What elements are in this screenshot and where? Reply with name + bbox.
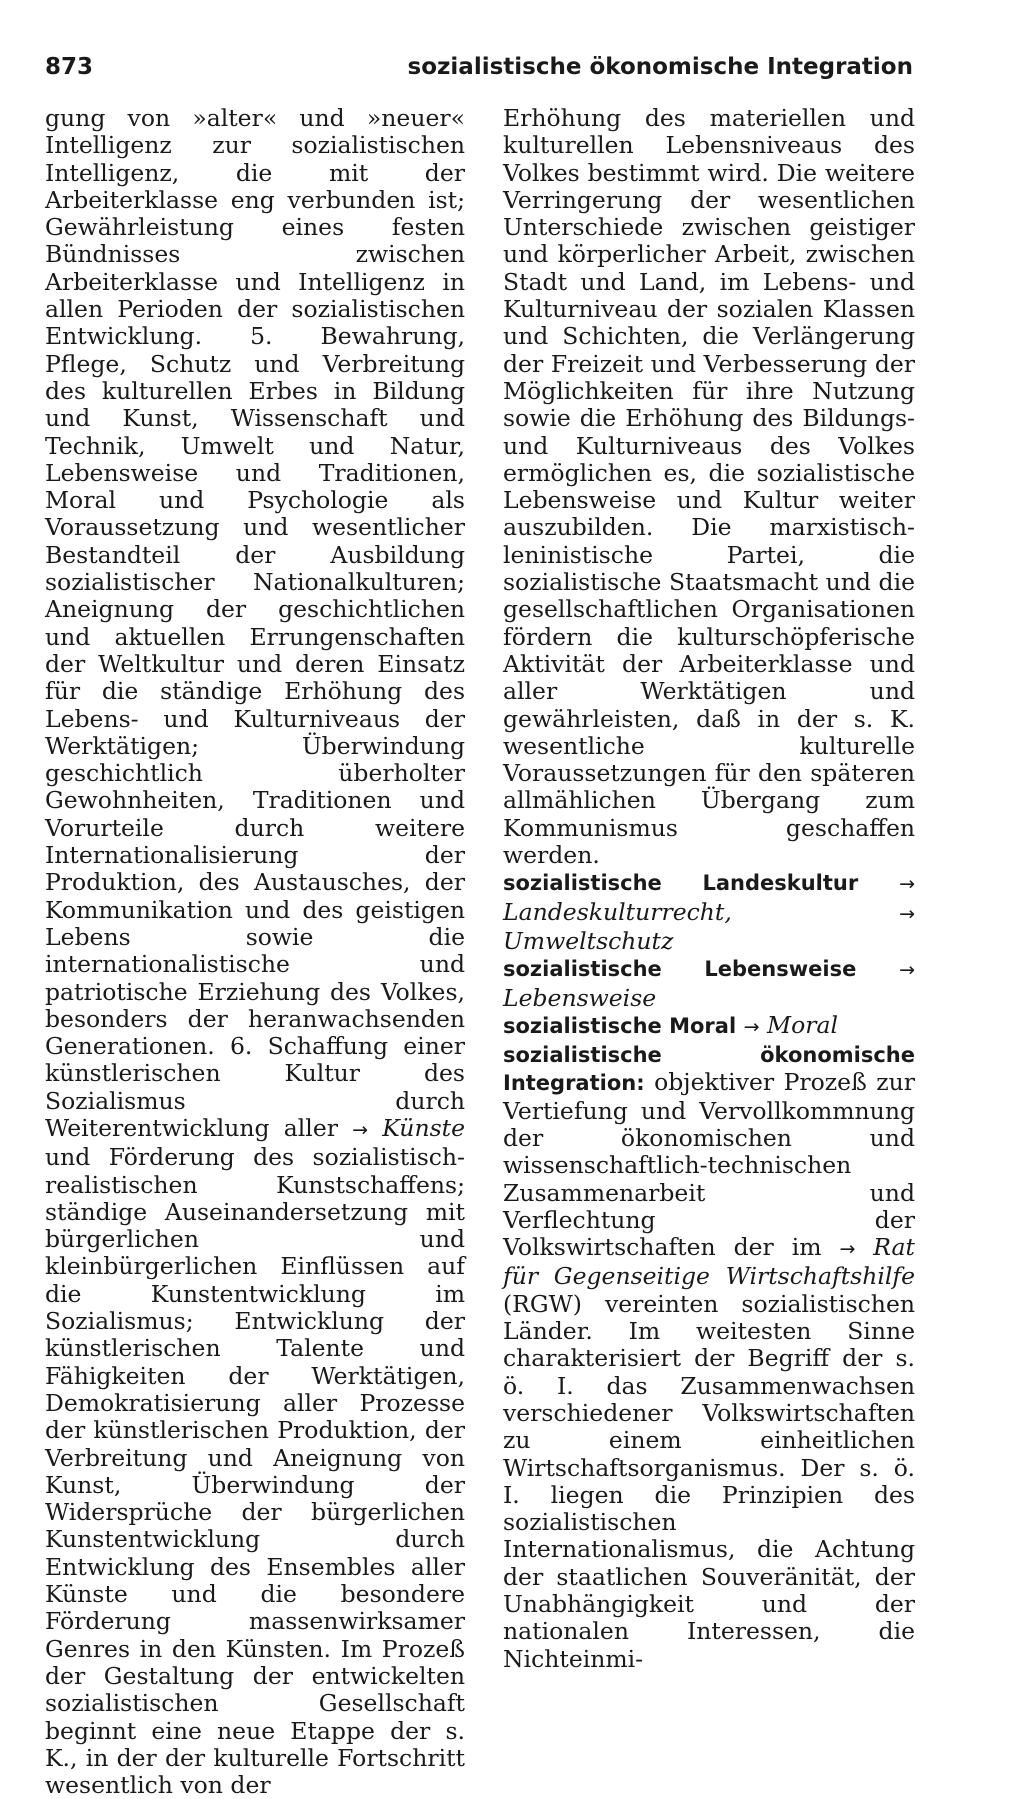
cross-reference-kuenste[interactable]: Künste <box>382 1113 465 1142</box>
cross-reference-arrow-icon: → <box>899 902 915 925</box>
cross-reference-moral[interactable]: Moral <box>767 1010 839 1039</box>
entry-oekonomische-integration <box>503 1041 915 1673</box>
right-column <box>503 105 915 1673</box>
entry-term: sozialistische Moral <box>503 1013 737 1038</box>
entry-term: sozialistische ökonomische Integration: <box>503 1043 915 1096</box>
culture-entry-end: Erhöhung des materiellen und kulturellen Lebensniveaus des Volkes bestimmt wird. Die weitere Verringerung der wesentlichen Unterschiede zwischen geistiger und körperlicher Arbeit, zwischen Stadt und Land, im Lebens- und Kulturniveau der sozialen Klassen und Schichten, die Verlängerung der Freizeit und Verbesserung der Möglichkeiten für ihre Nutzung sowie die Erhöhung des Bildungs- und Kulturniveaus des Volkes ermöglichen es, die sozialistische Lebensweise und Kultur weiter auszubilden. Die marxistisch-leninistische Partei, die sozialistische Staatsmacht und die gesellschaftlichen Organisationen fördern die kulturschöpferische Aktivität der Arbeiterklasse und aller Werktätigen und gewährleisten, daß in der s. K. wesentliche kulturelle Voraussetzungen für den späteren allmählichen Übergang zum Kommunismus geschaffen werden. <box>503 104 915 870</box>
entry-landeskultur <box>503 869 915 955</box>
integration-text-part-2: (RGW) vereinten sozialistischen Länder. Im weitesten Sinne charakterisiert der Begriff der s. ö. I. das Zusammenwachsen verschiedener Volkswirtschaften zu einem einheitlichen Wirtschaftsorganismus. Der s. ö. I. liegen die Prinzipien des sozialistischen Internationalismus, die Achtung der staatlichen Souveränität, der Unabhängigkeit und der nationalen Interessen, die Nichteinmi- <box>503 1289 915 1673</box>
entry-term: sozialistische Landeskultur <box>503 871 859 896</box>
entry-lebensweise <box>503 955 915 1012</box>
page-number: 873 <box>45 54 94 80</box>
cross-reference-lebensweise[interactable]: Lebensweise <box>503 983 657 1012</box>
cross-reference-arrow-icon: → <box>743 1015 760 1038</box>
running-head: sozialistische ökonomische Integration <box>407 54 913 80</box>
entry-moral <box>503 1012 915 1041</box>
integration-text-part-1: objektiver Prozeß zur Vertiefung und Vervollkommnung der ökonomischen und wissenschaftlich-technischen Zusammenarbeit und Verflechtung der Volkswirtschaften der im <box>503 1068 915 1262</box>
culture-entry-continuation <box>45 105 465 1799</box>
cross-reference-arrow-icon: → <box>899 873 915 896</box>
left-text-part-1: gung von »alter« und »neuer« Intelligenz zur sozialistischen Intelligenz, die mit der Arbeiterklasse eng verbunden ist; Gewährleistung eines festen Bündnisses zwischen Arbeiterklasse und Intelligenz in allen Perioden der sozialistischen Entwicklung. 5. Bewahrung, Pflege, Schutz und Verbreitung des kulturellen Erbes in Bildung und Kunst, Wissenschaft und Technik, Umwelt und Natur, Lebensweise und Traditionen, Moral und Psychologie als Voraussetzung und wesentlicher Bestandteil der Ausbildung sozialistischer Nationalkulturen; Aneignung der geschichtlichen und aktuellen Errungenschaften der Weltkultur und deren Einsatz für die ständige Erhöhung des Lebens- und Kulturniveaus der Werktätigen; Überwindung geschichtlich überholter Gewohnheiten, Traditionen und Vorurteile durch weitere Internationalisierung der Produktion, des Austausches, der Kommunikation und des geistigen Lebens sowie die internationalistische und patriotische Erziehung des Volkes, besonders der heranwachsenden Generationen. 6. Schaffung einer künstlerischen Kultur des Sozialismus durch Weiterentwicklung aller <box>45 104 465 1142</box>
cross-reference-arrow-icon: → <box>899 959 915 982</box>
left-column <box>45 105 465 1799</box>
cross-reference-arrow-icon: → <box>352 1118 369 1141</box>
cross-reference-umweltschutz[interactable]: Umweltschutz <box>503 926 674 955</box>
page-header <box>45 50 913 86</box>
cross-reference-arrow-icon: → <box>839 1238 856 1261</box>
cross-reference-rgw[interactable]: Rat für Gegenseitige Wirtschaftshilfe <box>503 1233 915 1291</box>
entry-term: sozialistische Lebensweise <box>503 957 857 982</box>
left-text-part-2: und Förderung des sozialistisch-realistischen Kunstschaffens; ständige Auseinandersetzung mit bürgerlichen und kleinbürgerlichen Einflüssen auf die Kunstentwicklung im Sozialismus; Entwicklung der künstlerischen Talente und Fähigkeiten der Werktätigen, Demokratisierung aller Prozesse der künstlerischen Produktion, der Verbreitung und Aneignung von Kunst, Überwindung der Widersprüche der bürgerlichen Kunstentwicklung durch Entwicklung des Ensembles aller Künste und die besondere Förderung massenwirksamer Genres in den Künsten. Im Prozeß der Gestaltung der entwickelten sozialistischen Gesellschaft beginnt eine neue Etappe der s. K., in der der kulturelle Fortschritt wesentlich von der <box>45 1143 465 1799</box>
cross-reference-landeskulturrecht[interactable]: Landeskulturrecht, <box>503 897 732 926</box>
